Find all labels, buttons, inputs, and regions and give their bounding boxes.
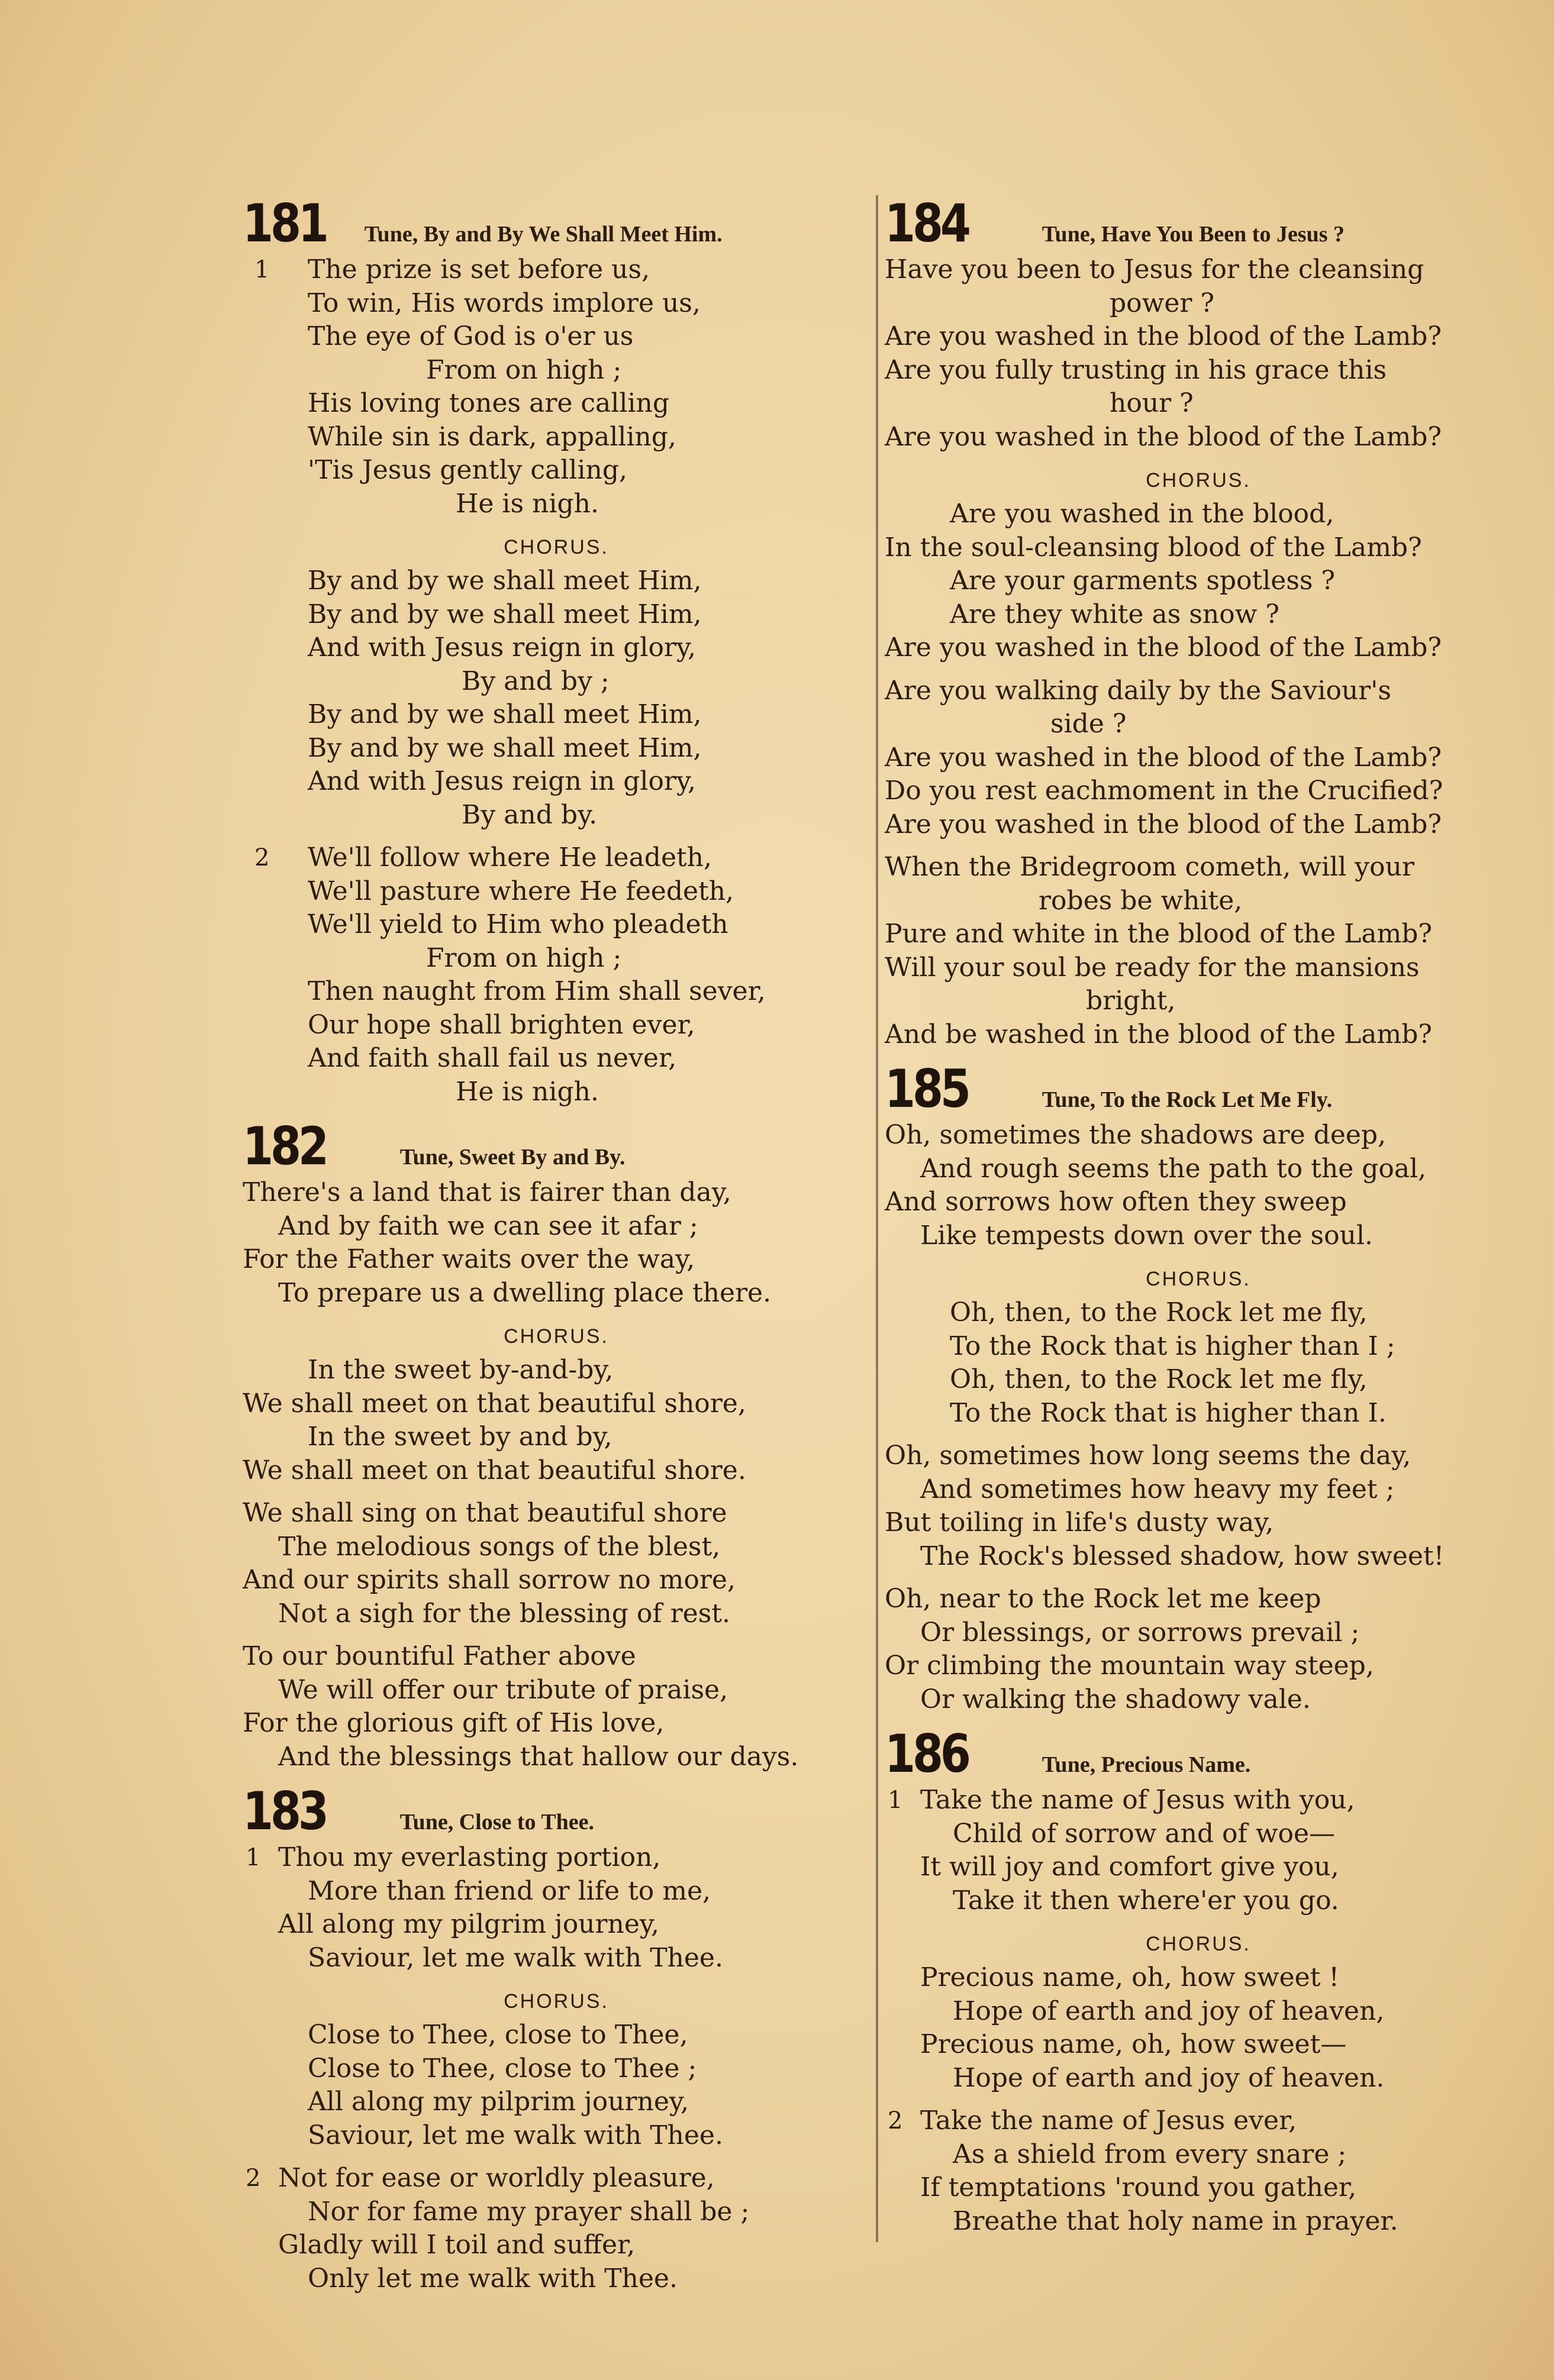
hymn-line: And be washed in the blood of the Lamb?: [885, 1019, 1433, 1049]
verse: [885, 1439, 1512, 1573]
hymn-line: Hope of earth and joy of heaven.: [953, 2062, 1385, 2093]
chorus-label: CHORUS.: [504, 536, 609, 558]
verse-1: [885, 1784, 1512, 1917]
hymn-line: From on high ;: [426, 354, 622, 385]
hymn-line: Then naught from Him shall sever,: [308, 976, 766, 1006]
hymn-line: Are your garments spotless ?: [950, 566, 1336, 596]
hymn-line: 2 We'll follow where He leadeth,: [308, 841, 870, 875]
hymn-line: 2 Take the name of Jesus ever,: [920, 2104, 1512, 2138]
hymn-line: Are you washed in the blood of the Lamb?: [885, 632, 1442, 663]
verse: [885, 851, 1512, 1051]
hymn-line: And sometimes how heavy my feet ;: [920, 1474, 1395, 1504]
hymn-header: [243, 1783, 870, 1840]
hymn-line: Or walking the shadowy vale.: [920, 1684, 1311, 1714]
hymn-number: 181: [243, 193, 326, 254]
tune-name: Tune, Precious Name.: [1042, 1752, 1251, 1777]
hymn-line: 1 Take the name of Jesus with you,: [920, 1784, 1512, 1817]
hymn-line: robes be white,: [1039, 885, 1243, 916]
hymn-header: [885, 1058, 1512, 1119]
hymn-header: [885, 1723, 1512, 1784]
hymn-line: From on high ;: [426, 942, 622, 973]
hymn-line: 2 Not for ease or worldly pleasure,: [278, 2162, 870, 2195]
hymn-line: And with Jesus reign in glory,: [308, 632, 696, 663]
hymn-line: Oh, sometimes how long seems the day,: [885, 1441, 1411, 1471]
hymn-186: [885, 1723, 1512, 2238]
hymn-line: And our spirits shall sorrow no more,: [243, 1565, 736, 1595]
hymn-line: hour ?: [1110, 388, 1194, 418]
verse-number: 1: [246, 1844, 261, 1871]
hymn-line: And rough seems the path to the goal,: [920, 1153, 1427, 1184]
hymn-line: To our bountiful Father above: [243, 1641, 636, 1671]
hymn-line: Nor for fame my prayer shall be ;: [308, 2196, 750, 2227]
hymn-line: Like tempests down over the soul.: [920, 1220, 1374, 1251]
hymn-line: To win, His words implore us,: [308, 288, 701, 318]
hymn-line: Are you fully trusting in his grace this: [885, 354, 1387, 385]
hymn-line: To the Rock that is higher than I.: [950, 1397, 1387, 1428]
hymn-line: We shall meet on that beautiful shore,: [243, 1388, 746, 1419]
hymn-line: Oh, then, to the Rock let me fly,: [950, 1364, 1368, 1394]
hymn-183: [243, 1783, 870, 2295]
hymn-number: 185: [885, 1058, 968, 1119]
hymn-184: [885, 195, 1512, 1051]
hymn-line: We shall meet on that beautiful shore.: [243, 1455, 746, 1486]
hymn-line: Hope of earth and joy of heaven,: [953, 1995, 1385, 2026]
verse: [885, 1119, 1512, 1252]
hymn-line: For the glorious gift of His love,: [243, 1708, 665, 1738]
hymn-line: Or climbing the mountain way steep,: [885, 1651, 1374, 1681]
chorus-label: CHORUS.: [1146, 1933, 1251, 1955]
hymn-line: In the sweet by and by,: [308, 1422, 612, 1452]
hymn-line: bright,: [1086, 986, 1176, 1016]
column-divider: [876, 195, 878, 2242]
hymn-line: Breathe that holy name in prayer.: [953, 2205, 1398, 2236]
verse-number: 1: [888, 1787, 903, 1814]
hymn-line: Are you washed in the blood of the Lamb?: [885, 742, 1442, 773]
chorus-label: CHORUS.: [504, 1325, 609, 1348]
verse-number: 1: [254, 256, 270, 283]
hymn-line: All along my pilprim journey,: [308, 2087, 689, 2117]
hymn-line: Or blessings, or sorrows prevail ;: [920, 1617, 1360, 1648]
chorus-label: CHORUS.: [1146, 1268, 1251, 1290]
chorus: [885, 1961, 1512, 2095]
hymn-line: When the Bridegroom cometh, will your: [885, 852, 1414, 882]
hymn-header: [243, 1118, 870, 1175]
hymn-line: In the sweet by-and-by,: [308, 1355, 614, 1385]
verse-2: [885, 2104, 1512, 2238]
verse: [885, 253, 1512, 454]
hymn-line: Do you rest eachmoment in the Crucified?: [885, 776, 1443, 806]
hymn-line: By and by ;: [462, 666, 610, 696]
hymn-line: We shall sing on that beautiful shore: [243, 1498, 727, 1528]
hymn-line: We'll yield to Him who pleadeth: [308, 909, 728, 939]
hymn-line: Close to Thee, close to Thee,: [308, 2020, 688, 2050]
hymn-line: He is nigh.: [456, 1076, 599, 1107]
hymn-line: Only let me walk with Thee.: [308, 2263, 678, 2294]
verse: [243, 1176, 870, 1310]
hymn-line: 1 The prize is set before us,: [308, 253, 870, 287]
hymn-line: To the Rock that is higher than I ;: [950, 1331, 1395, 1361]
hymn-line: By and by we shall meet Him,: [308, 732, 702, 763]
hymn-line: Our hope shall brighten ever,: [308, 1009, 695, 1040]
chorus: [243, 1354, 870, 1487]
tune-name: Tune, To the Rock Let Me Fly.: [1042, 1087, 1333, 1112]
hymn-line: And with Jesus reign in glory,: [308, 766, 696, 796]
hymn-header: [243, 195, 870, 252]
chorus: [243, 564, 870, 832]
hymn-185: [885, 1058, 1512, 1716]
verse-2: [243, 2162, 870, 2295]
hymn-line: His loving tones are calling: [308, 388, 669, 418]
hymn-line: In the soul-cleansing blood of the Lamb?: [885, 532, 1422, 563]
chorus: [885, 498, 1512, 665]
hymn-header: [885, 195, 1512, 252]
hymn-line: Take it then where'er you go.: [953, 1885, 1339, 1916]
hymn-line: power ?: [1110, 288, 1214, 318]
hymn-line: Are you washed in the blood,: [950, 499, 1334, 529]
hymn-line: Are you walking daily by the Saviour's: [885, 675, 1391, 706]
hymn-line: Not a sigh for the blessing of rest.: [278, 1598, 730, 1629]
hymn-line: We'll pasture where He feedeth,: [308, 876, 734, 906]
hymn-line: We will offer our tribute of praise,: [278, 1674, 728, 1705]
hymn-line: As a shield from every snare ;: [953, 2139, 1347, 2169]
chorus-label: CHORUS.: [504, 1990, 609, 2013]
hymn-181: [243, 195, 870, 1109]
hymn-line: And by faith we can see it afar ;: [278, 1210, 698, 1241]
hymn-number: 184: [885, 193, 968, 254]
hymn-line: Oh, sometimes the shadows are deep,: [885, 1120, 1387, 1150]
hymn-line: And faith shall fail us never,: [308, 1043, 677, 1073]
tune-name: Tune, Have You Been to Jesus ?: [1042, 222, 1345, 247]
hymn-line: Saviour, let me walk with Thee.: [308, 2120, 723, 2150]
hymn-line: Are you washed in the blood of the Lamb?: [885, 421, 1442, 452]
hymn-line: By and by we shall meet Him,: [308, 699, 702, 729]
verse-1: [243, 1841, 870, 1975]
hymn-line: Have you been to Jesus for the cleansing: [885, 254, 1424, 285]
hymn-line: The Rock's blessed shadow, how sweet!: [920, 1541, 1445, 1571]
tune-name: Tune, By and By We Shall Meet Him.: [364, 222, 723, 247]
hymn-line: While sin is dark, appalling,: [308, 421, 676, 452]
hymn-line: If temptations 'round you gather,: [920, 2172, 1357, 2203]
hymn-line: Will your soul be ready for the mansions: [885, 952, 1420, 983]
hymn-line: Are you washed in the blood of the Lamb?: [885, 321, 1442, 351]
hymn-line: By and by we shall meet Him,: [308, 599, 702, 629]
chorus: [243, 2019, 870, 2152]
left-column: [243, 195, 870, 2305]
hymn-line: He is nigh.: [456, 488, 599, 519]
hymn-line: Gladly will I toil and suffer,: [278, 2230, 636, 2260]
hymn-line: Saviour, let me walk with Thee.: [308, 1942, 723, 1973]
hymn-number: 183: [243, 1781, 326, 1842]
hymn-line: To prepare us a dwelling place there.: [278, 1277, 772, 1308]
hymn-182: [243, 1118, 870, 1774]
hymn-line: Oh, then, to the Rock let me fly,: [950, 1297, 1368, 1328]
hymn-line: And the blessings that hallow our days.: [278, 1741, 799, 1772]
verse: [243, 1640, 870, 1774]
hymn-number: 182: [243, 1116, 326, 1177]
hymn-line: And sorrows how often they sweep: [885, 1187, 1347, 1217]
hymn-line: Are they white as snow ?: [950, 599, 1279, 629]
hymn-line: There's a land that is fairer than day,: [243, 1177, 731, 1207]
verse: [885, 1583, 1512, 1716]
hymn-line: The eye of God is o'er us: [308, 321, 634, 351]
tune-name: Tune, Sweet By and By.: [399, 1145, 626, 1170]
hymn-number: 186: [885, 1723, 968, 1784]
verse: [243, 1497, 870, 1630]
hymn-line: Child of sorrow and of woe—: [953, 1818, 1336, 1849]
hymn-line: By and by.: [462, 799, 598, 830]
verse-number: 2: [254, 844, 270, 871]
hymn-line: 1 Thou my everlasting portion,: [278, 1841, 870, 1875]
verse-number: 2: [888, 2107, 903, 2134]
hymn-line: 'Tis Jesus gently calling,: [308, 455, 627, 485]
hymn-line: Pure and white in the blood of the Lamb?: [885, 919, 1433, 949]
verse-2: [243, 841, 870, 1109]
hymn-line: The melodious songs of the blest,: [278, 1531, 721, 1562]
verse-number: 2: [246, 2165, 261, 2192]
verse: [885, 674, 1512, 842]
hymn-line: side ?: [1050, 709, 1127, 739]
hymn-line: All along my pilgrim journey,: [278, 1909, 659, 1939]
tune-name: Tune, Close to Thee.: [399, 1810, 595, 1835]
hymn-line: Oh, near to the Rock let me keep: [885, 1584, 1321, 1614]
hymn-line: Close to Thee, close to Thee ;: [308, 2053, 697, 2084]
right-column: [885, 195, 1512, 2247]
hymn-line: Are you washed in the blood of the Lamb?: [885, 809, 1442, 839]
hymn-line: For the Father waits over the way,: [243, 1244, 695, 1274]
chorus: [885, 1296, 1512, 1430]
hymn-line: It will joy and comfort give you,: [920, 1852, 1339, 1882]
hymn-line: More than friend or life to me,: [308, 1875, 711, 1906]
hymn-line: But toiling in life's dusty way,: [885, 1507, 1274, 1538]
hymn-line: Precious name, oh, how sweet !: [920, 1962, 1340, 1993]
hymn-line: By and by we shall meet Him,: [308, 566, 702, 596]
chorus-label: CHORUS.: [1146, 469, 1251, 492]
hymn-line: Precious name, oh, how sweet—: [920, 2029, 1347, 2059]
verse-1: [243, 253, 870, 521]
